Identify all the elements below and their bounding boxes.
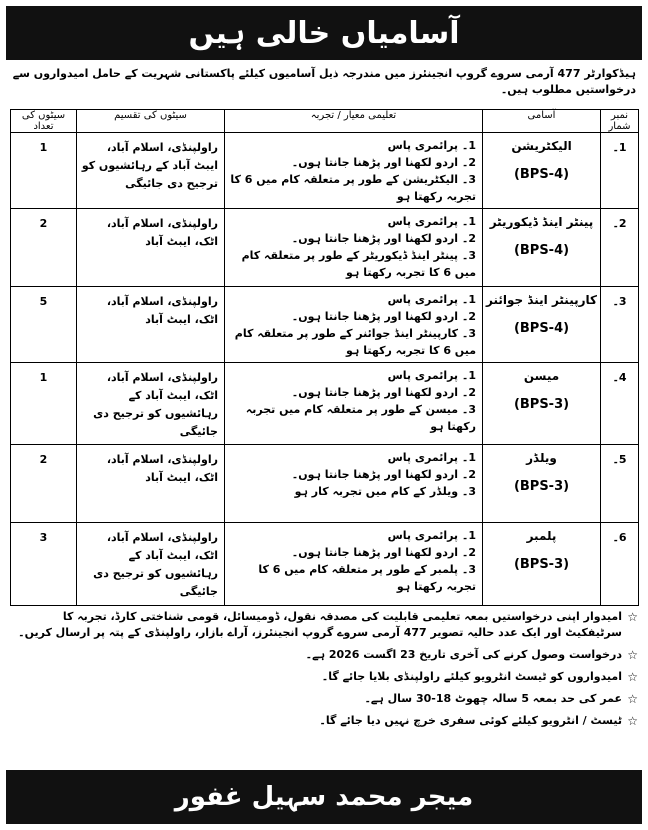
qualification-line: 1۔ پرائمری پاس	[387, 369, 476, 382]
post-bps-scale: (BPS-3)	[513, 479, 570, 494]
post-cell	[483, 133, 601, 209]
post-bps-scale: (BPS-4)	[513, 167, 570, 182]
qualification-cell	[225, 445, 483, 523]
distribution-cell: راولپنڈی، اسلام آباد، اٹک، ایبٹ آباد کے رہائشیوں کو ترجیح دی جائیگی	[77, 523, 225, 606]
page-title: آسامیاں خالی ہیں	[188, 15, 460, 51]
qualification-line: 3۔ ویلڈر کے کام میں تجربہ کار ہو	[294, 485, 476, 498]
qualification-line: 1۔ پرائمری پاس	[387, 451, 476, 464]
qualification-line: 3۔ میسن کے طور پر متعلقہ کام میں تجربہ رکھتا ہو	[245, 403, 476, 433]
table-row	[11, 287, 639, 363]
note-item	[10, 669, 638, 685]
qualification-cell	[225, 523, 483, 606]
star-bullet-icon: ☆	[627, 714, 638, 728]
post-name: ویلڈر	[526, 451, 557, 465]
qualification-line: 2۔ اردو لکھنا اور پڑھنا جانتا ہوں۔	[291, 232, 476, 245]
qualification-line: 2۔ اردو لکھنا اور پڑھنا جانتا ہوں۔	[291, 386, 476, 399]
post-bps-scale: (BPS-4)	[513, 321, 570, 336]
post-cell	[483, 445, 601, 523]
footnotes	[10, 609, 638, 735]
post-bps-scale: (BPS-3)	[513, 397, 570, 412]
table-row	[11, 523, 639, 606]
note-item	[10, 609, 638, 641]
distribution-cell: راولپنڈی، اسلام آباد، اٹک، ایبٹ آباد	[77, 209, 225, 287]
qualification-line: 3۔ کارپینٹر اینڈ جوائنر کے طور پر متعلقہ کام میں 6 کا تجربہ رکھتا ہو	[234, 327, 476, 357]
qualification-line: 2۔ اردو لکھنا اور پڑھنا جانتا ہوں۔	[291, 546, 476, 559]
post-name: الیکٹریشن	[511, 139, 572, 153]
qualification-cell	[225, 287, 483, 363]
qualification-line: 3۔ پینٹر اینڈ ڈیکوریٹر کے طور پر متعلقہ کام میں 6 کا تجربہ رکھتا ہو	[241, 249, 476, 279]
distribution-cell: راولپنڈی، اسلام آباد، ایبٹ آباد کے رہائشیوں کو ترجیح دی جائیگی	[77, 133, 225, 209]
star-bullet-icon: ☆	[627, 648, 638, 662]
post-name: کارپینٹر اینڈ جوائنر	[485, 293, 598, 307]
post-cell	[483, 363, 601, 445]
table-row	[11, 363, 639, 445]
note-item	[10, 647, 638, 663]
table-row	[11, 209, 639, 287]
row-number: 2۔	[601, 209, 639, 287]
qualification-line: 1۔ پرائمری پاس	[387, 293, 476, 306]
seats-count: 5	[11, 287, 77, 363]
note-text: ٹیسٹ / انٹرویو کیلئے کوئی سفری خرچ نہیں دیا جائے گا۔	[319, 714, 622, 727]
post-cell	[483, 287, 601, 363]
qualification-cell	[225, 363, 483, 445]
footer-banner	[6, 770, 642, 824]
header-seats: سیٹوں کی تعداد	[11, 110, 77, 133]
qualification-cell	[225, 133, 483, 209]
star-bullet-icon: ☆	[627, 610, 638, 624]
post-name: میسن	[523, 369, 560, 383]
distribution-cell: راولپنڈی، اسلام آباد، اٹک، ایبٹ آباد	[77, 445, 225, 523]
row-number: 6۔	[601, 523, 639, 606]
seats-count: 2	[11, 209, 77, 287]
post-cell	[483, 209, 601, 287]
row-number: 1۔	[601, 133, 639, 209]
header-banner	[6, 6, 642, 60]
star-bullet-icon: ☆	[627, 692, 638, 706]
star-bullet-icon: ☆	[627, 670, 638, 684]
post-bps-scale: (BPS-4)	[513, 243, 570, 258]
distribution-cell: راولپنڈی، اسلام آباد، اٹک، ایبٹ آباد کے رہائشیوں کو ترجیح دی جائیگی	[77, 363, 225, 445]
seats-count: 3	[11, 523, 77, 606]
post-cell	[483, 523, 601, 606]
note-text: درخواست وصول کرنے کی آخری تاریخ 23 اگست 2026 ہے۔	[305, 648, 622, 661]
table-row	[11, 445, 639, 523]
qualification-line: 2۔ اردو لکھنا اور پڑھنا جانتا ہوں۔	[291, 156, 476, 169]
post-bps-scale: (BPS-3)	[513, 557, 570, 572]
table-row	[11, 133, 639, 209]
qualification-line: 3۔ پلمبر کے طور پر متعلقہ کام میں 6 کا تجربہ رکھتا ہو	[258, 563, 476, 593]
header-qualification: تعلیمی معیار / تجربہ	[225, 110, 483, 133]
distribution-cell: راولپنڈی، اسلام آباد، اٹک، ایبٹ آباد	[77, 287, 225, 363]
qualification-line: 3۔ الیکٹریشن کے طور پر متعلقہ کام میں 6 کا تجربہ رکھتا ہو	[230, 173, 476, 203]
qualification-line: 1۔ پرائمری پاس	[387, 139, 476, 152]
note-text: امیدوار اپنی درخواستیں بمعہ تعلیمی قابلیت کی مصدقہ نقول، ڈومیسائل، قومی شناختی کارڈ، تجربہ کا سرٹیفکیٹ اور ایک عدد حالیہ تصویر 477 آرمی سروے گروپ انجینئرز، آراے بازار، راولپنڈی کے پتہ پر ارسال کریں۔	[18, 610, 622, 639]
note-item	[10, 691, 638, 707]
qualification-line: 2۔ اردو لکھنا اور پڑھنا جانتا ہوں۔	[291, 468, 476, 481]
intro-text: ہیڈکوارٹر 477 آرمی سروے گروپ انجینئرز میں مندرجہ ذیل آسامیوں کیلئے پاکستانی شہریت کے حامل امیدواروں سے درخواستیں مطلوب ہیں۔	[12, 67, 636, 96]
qualification-line: 2۔ اردو لکھنا اور پڑھنا جانتا ہوں۔	[291, 310, 476, 323]
note-text: عمر کی حد بمعہ 5 سالہ چھوٹ 18-30 سال ہے۔	[364, 692, 622, 705]
vacancies-table	[10, 109, 639, 606]
post-name: پلمبر	[526, 529, 557, 543]
row-number: 3۔	[601, 287, 639, 363]
qualification-cell	[225, 209, 483, 287]
signature: میجر محمد سہیل غفور	[174, 782, 474, 812]
advertisement-page	[6, 6, 642, 824]
note-item	[10, 713, 638, 729]
seats-count: 1	[11, 133, 77, 209]
post-name: پینٹر اینڈ ڈیکوریٹر	[489, 215, 594, 229]
seats-count: 2	[11, 445, 77, 523]
header-no: نمبر شمار	[601, 110, 639, 133]
row-number: 4۔	[601, 363, 639, 445]
seats-count: 1	[11, 363, 77, 445]
note-text: امیدواروں کو ٹیسٹ انٹرویو کیلئے راولپنڈی بلایا جائے گا۔	[321, 670, 622, 683]
qualification-line: 1۔ پرائمری پاس	[387, 215, 476, 228]
row-number: 5۔	[601, 445, 639, 523]
header-post: آسامی	[483, 110, 601, 133]
table-header-row	[11, 110, 639, 133]
header-distribution: سیٹوں کی تقسیم	[77, 110, 225, 133]
qualification-line: 1۔ پرائمری پاس	[387, 529, 476, 542]
